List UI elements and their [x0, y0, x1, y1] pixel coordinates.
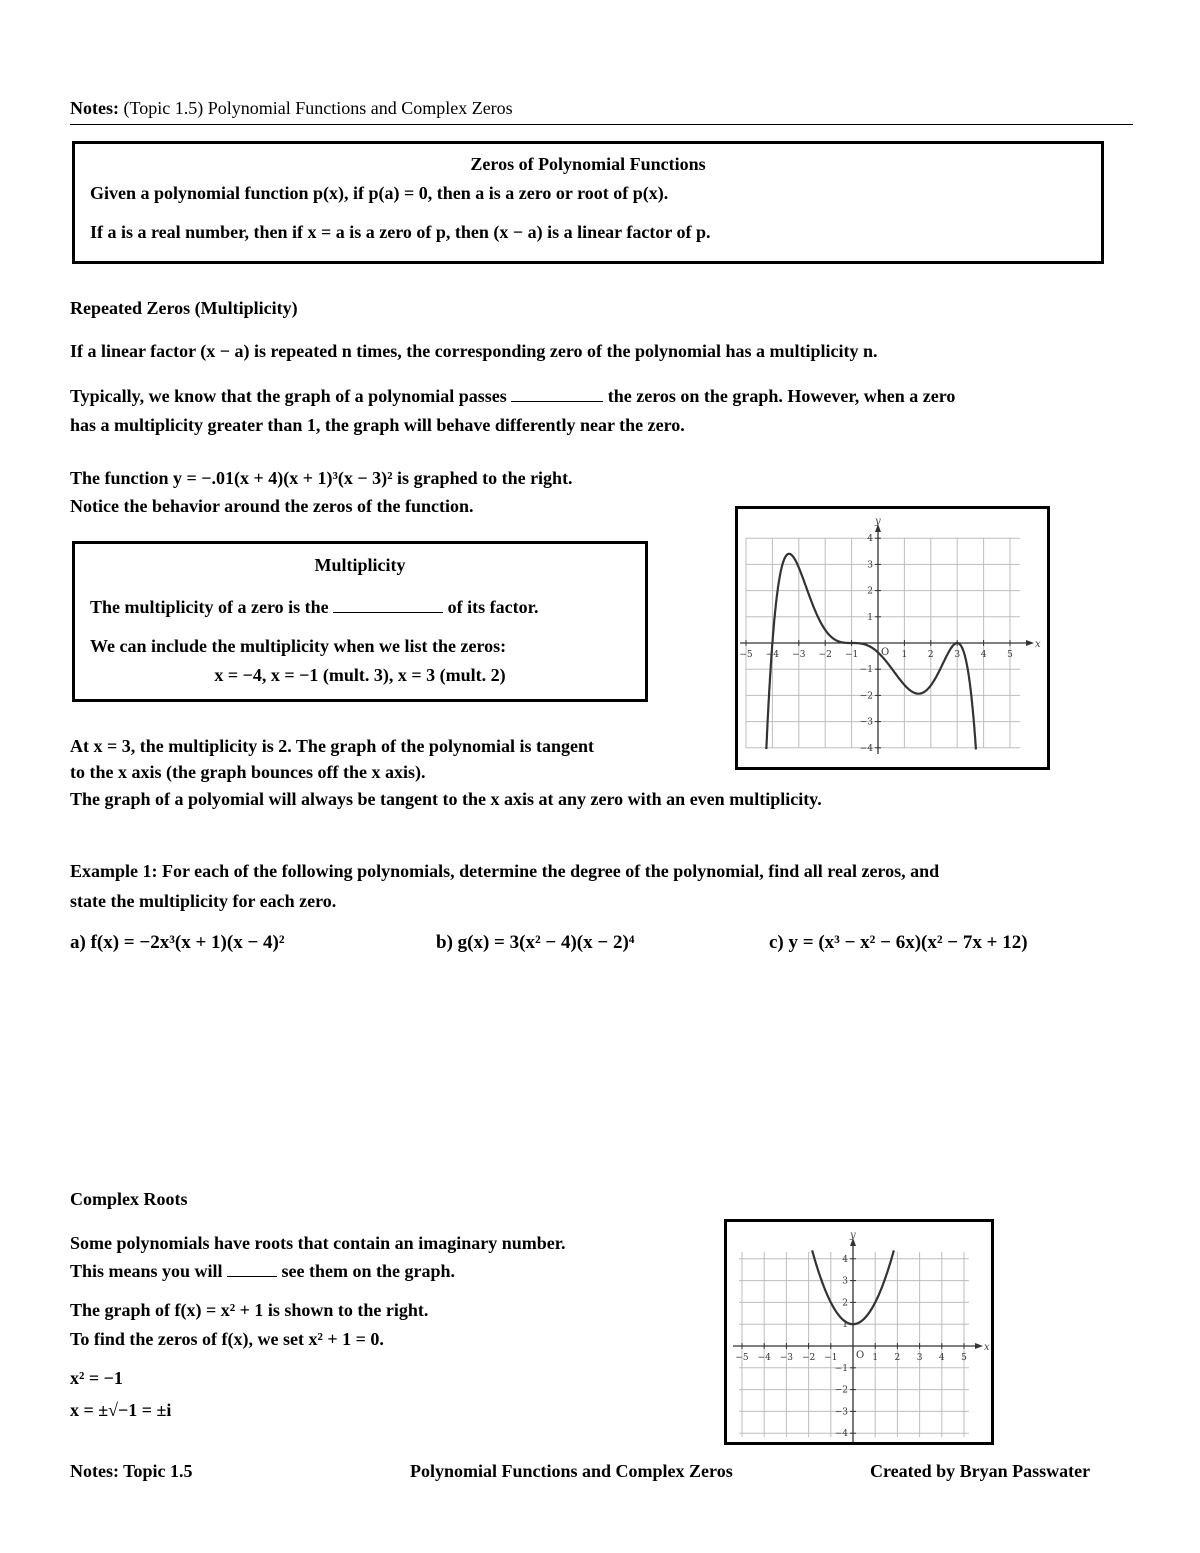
x-tick-label: 1: [872, 1353, 879, 1363]
even-emphasis: even: [689, 789, 725, 809]
repeated-p1: If a linear factor (x − a) is repeated n times, the corresponding zero of the polynomial has a multiplicity n.: [70, 341, 878, 361]
multiplicity-box-title: Multiplicity: [314, 555, 406, 575]
example1-part-c: c) y = (x³ − x² − 6x)(x² − 7x + 12): [769, 932, 1028, 953]
x-axis-arrow: [975, 1343, 983, 1349]
x-tick-label: −2: [801, 1353, 816, 1363]
complex-line2: [70, 1261, 455, 1282]
repeated-zeros-heading: Repeated Zeros (Multiplicity): [70, 298, 298, 318]
tangent-line1: At x = 3, the multiplicity is 2. The graph of the polynomial is tangent: [70, 736, 594, 756]
x-axis-label: x: [984, 1342, 990, 1353]
complex-line2b: see them on the graph.: [281, 1261, 456, 1281]
repeated-p3b: Notice the behavior around the zeros of the function.: [70, 496, 474, 516]
y-axis-label: y: [850, 1230, 856, 1241]
complex-line2a: This means you will: [70, 1261, 223, 1281]
complex-line3: The graph of f(x) = x² + 1 is shown to the right.: [70, 1300, 429, 1320]
y-tick-label: 4: [842, 1254, 848, 1265]
x-tick-label: −4: [757, 1353, 771, 1363]
y-tick-label: −2: [859, 691, 873, 702]
y-axis-label: y: [875, 516, 881, 527]
x-tick-label: 2: [927, 650, 934, 660]
parabola-graph-frame: [724, 1219, 994, 1445]
tangent-line3a: The graph of a polyomial will always be tangent to the x axis at any zero with an: [70, 789, 686, 809]
complex-line5: x² = −1: [70, 1368, 123, 1388]
y-tick-label: −2: [834, 1385, 848, 1396]
x-axis-label: x: [1035, 639, 1041, 650]
x-tick-label: −4: [765, 650, 780, 660]
x-tick-label: 5: [1007, 650, 1013, 660]
x-tick-label: 3: [916, 1353, 923, 1363]
repeated-p2-line1: [70, 386, 955, 407]
x-tick-label: 3: [954, 650, 961, 660]
x-tick-label: 2: [894, 1353, 901, 1363]
complex-heading: Complex Roots: [70, 1189, 188, 1209]
x-tick-label: −2: [818, 650, 832, 660]
y-tick-label: −1: [834, 1363, 848, 1374]
y-tick-label: 4: [867, 534, 873, 545]
footer-left: [70, 1461, 193, 1482]
y-tick-label: 2: [867, 586, 873, 597]
x-tick-label: 1: [901, 650, 908, 660]
footer-notes-label: Notes:: [70, 1461, 119, 1481]
tangent-line3c: multiplicity.: [729, 789, 822, 809]
x-tick-label: 5: [961, 1353, 967, 1363]
x-tick-label: −1: [824, 1353, 838, 1363]
tangent-line3: [70, 789, 822, 810]
polynomial-graph-frame: [735, 506, 1050, 770]
x-tick-label: 4: [938, 1353, 945, 1363]
complex-line6: x = ±√−1 = ±i: [70, 1400, 172, 1420]
header-title: (Topic 1.5) Polynomial Functions and Complex Zeros: [123, 98, 513, 118]
origin-label: O: [881, 647, 890, 658]
header-rule: [70, 124, 1133, 125]
footer-topic: Topic 1.5: [123, 1461, 193, 1481]
example1-text2: state the multiplicity for each zero.: [70, 891, 337, 911]
multiplicity-line1a: The multiplicity of a zero is the: [90, 597, 329, 617]
x-tick-label: 4: [980, 650, 987, 660]
polynomial-graph: [738, 509, 1047, 767]
zeros-box-line1: Given a polynomial function p(x), if p(a) = 0, then a is a zero or root of p(x).: [90, 183, 669, 203]
example1-part-b: b) g(x) = 3(x² − 4)(x − 2)⁴: [436, 932, 635, 953]
header-notes-label: Notes:: [70, 98, 119, 118]
repeated-p2a: Typically, we know that the graph of a polynomial passes: [70, 386, 507, 406]
y-tick-label: −1: [859, 665, 873, 676]
y-tick-label: −3: [834, 1407, 848, 1418]
multiplicity-line1: [90, 597, 538, 618]
y-tick-label: −4: [859, 743, 873, 754]
y-tick-label: 2: [842, 1298, 848, 1309]
example1-text1: For each of the following polynomials, determine the degree of the polynomial, find all real zeros, and: [162, 861, 940, 881]
example1-line1: [70, 861, 939, 882]
repeated-p2b: the zeros on the graph. However, when a zero: [607, 386, 956, 406]
complex-line4: To find the zeros of f(x), we set x² + 1 = 0.: [70, 1329, 384, 1349]
tangent-line2: to the x axis (the graph bounces off the x axis).: [70, 762, 426, 782]
example1-label: Example 1:: [70, 861, 158, 881]
origin-label: O: [856, 1350, 865, 1361]
y-tick-label: 1: [867, 612, 873, 623]
zeros-box-title: Zeros of Polynomial Functions: [470, 154, 706, 174]
multiplicity-line1b: of its factor.: [447, 597, 539, 617]
repeated-p2c: has a multiplicity greater than 1, the graph will behave differently near the zero.: [70, 415, 685, 435]
y-tick-label: 1: [842, 1320, 848, 1331]
zeros-box-line2: If a is a real number, then if x = a is a zero of p, then (x − a) is a linear factor of p.: [90, 222, 711, 242]
footer-title: Polynomial Functions and Complex Zeros: [410, 1461, 733, 1481]
x-tick-label: −3: [779, 1353, 794, 1363]
y-tick-label: 3: [842, 1276, 848, 1287]
x-tick-label: −5: [739, 650, 753, 660]
x-tick-label: −5: [735, 1353, 749, 1363]
multiplicity-line2: We can include the multiplicity when we list the zeros:: [90, 636, 507, 656]
passes-blank: [511, 387, 603, 402]
x-tick-label: −3: [792, 650, 806, 660]
repeated-p3a: The function y = −.01(x + 4)(x + 1)³(x − 3)² is graphed to the right.: [70, 468, 573, 488]
complex-blank: [227, 1262, 277, 1277]
multiplicity-blank: [333, 598, 443, 613]
x-axis-arrow: [1026, 640, 1034, 646]
page-header: [70, 98, 513, 119]
complex-line1: Some polynomials have roots that contain an imaginary number.: [70, 1233, 566, 1253]
x-tick-label: −1: [844, 650, 859, 660]
footer-author: Created by Bryan Passwater: [870, 1461, 1091, 1481]
y-tick-label: −3: [859, 717, 873, 728]
y-tick-label: −4: [834, 1429, 848, 1440]
example1-part-a: a) f(x) = −2x³(x + 1)(x − 4)²: [70, 932, 285, 953]
multiplicity-line3: x = −4, x = −1 (mult. 3), x = 3 (mult. 2): [214, 665, 506, 685]
parabola-graph: [727, 1222, 991, 1442]
y-tick-label: 3: [867, 560, 873, 571]
